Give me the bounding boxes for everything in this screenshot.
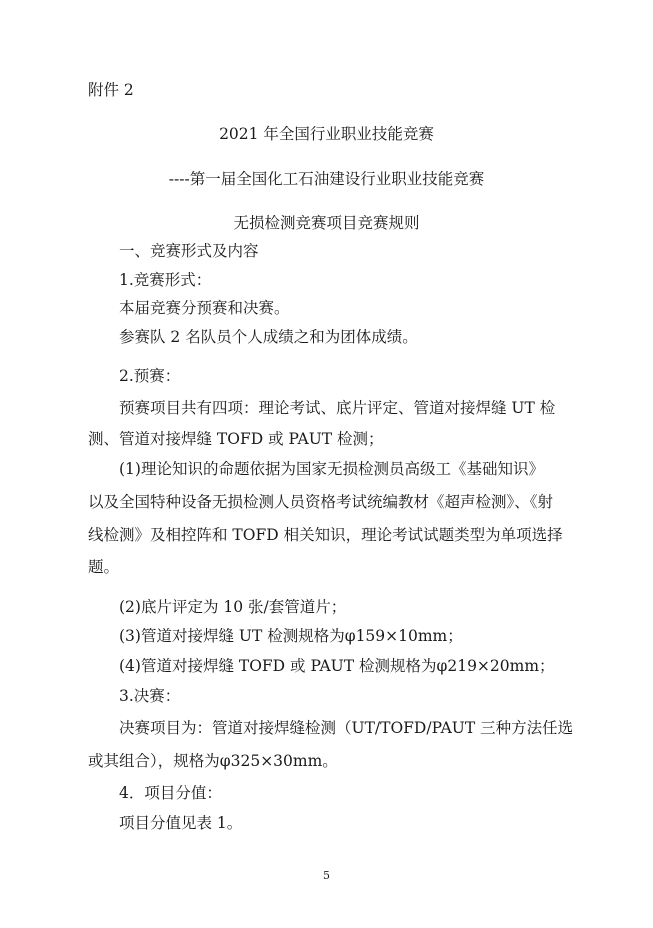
paragraph-line: 测、管道对接焊缝 TOFD 或 PAUT 检测；: [88, 430, 384, 448]
paragraph-line: (1)理论知识的命题依据为国家无损检测员高级工《基础知识》: [119, 460, 544, 478]
paragraph-line: 本届竞赛分预赛和决赛。: [119, 299, 290, 317]
paragraph-line: 预赛项目共有四项：理论考试、底片评定、管道对接焊缝 UT 检: [119, 399, 556, 417]
paragraph-line: 或其组合），规格为φ325×30mm。: [88, 752, 338, 770]
item-2-heading: 2.预赛：: [119, 367, 181, 385]
item-4-heading: 4．项目分值：: [119, 784, 222, 802]
paragraph-line: 线检测》及相控阵和 TOFD 相关知识，理论考试试题类型为单项选择: [88, 526, 563, 544]
paragraph-line: (3)管道对接焊缝 UT 检测规格为φ159×10mm；: [119, 627, 463, 645]
attachment-label: 附件 2: [88, 81, 134, 99]
paragraph-line: (2)底片评定为 10 张/套管道片；: [119, 598, 347, 616]
paragraph-line: 题。: [88, 558, 120, 576]
paragraph-line: (4)管道对接焊缝 TOFD 或 PAUT 检测规格为φ219×20mm；: [119, 657, 555, 675]
paragraph-line: 参赛队 2 名队员个人成绩之和为团体成绩。: [119, 328, 418, 346]
paragraph-line: 决赛项目为：管道对接焊缝检测（UT/TOFD/PAUT 三种方法任选: [119, 719, 574, 737]
section-heading: 一、竞赛形式及内容: [119, 242, 259, 260]
paragraph-line: 项目分值见表 1。: [119, 814, 243, 832]
document-title: 2021 年全国行业职业技能竞赛: [219, 125, 434, 143]
item-3-heading: 3.决赛：: [119, 687, 181, 705]
document-subtitle: ----第一届全国化工石油建设行业职业技能竞赛: [168, 170, 485, 188]
item-1-heading: 1.竞赛形式：: [119, 271, 212, 289]
paragraph-line: 以及全国特种设备无损检测人员资格考试统编教材《超声检测》、《射: [88, 493, 554, 511]
page-number: 5: [323, 869, 330, 882]
rules-title: 无损检测竞赛项目竞赛规则: [233, 214, 420, 232]
